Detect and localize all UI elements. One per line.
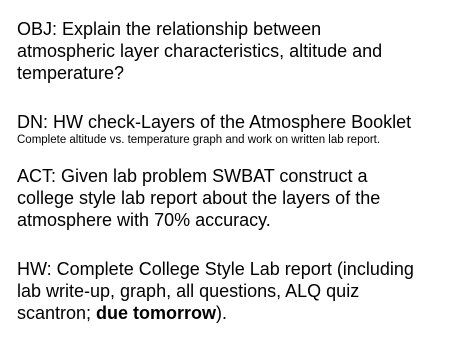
objective-line: atmospheric layer characteristics, altitude and xyxy=(17,41,383,61)
objective-line: temperature? xyxy=(17,63,125,83)
activity-line: atmosphere with 70% accuracy. xyxy=(17,210,271,230)
activity-line: ACT: Given lab problem SWBAT construct a xyxy=(17,166,368,186)
do-now-block xyxy=(17,111,445,148)
objective-line: OBJ: Explain the relationship between xyxy=(17,19,322,39)
activity-line: college style lab report about the layers of the xyxy=(17,188,381,208)
activity-block xyxy=(17,165,445,231)
homework-last-prefix: scantron; xyxy=(17,303,97,323)
do-now-line: DN: HW check-Layers of the Atmosphere Booklet xyxy=(17,112,412,132)
homework-line: lab write-up, graph, all questions, ALQ quiz xyxy=(17,281,360,301)
homework-due-date: due tomorrow xyxy=(96,303,217,323)
do-now-note: Complete altitude vs. temperature graph and work on written lab report. xyxy=(17,134,381,146)
objective-block xyxy=(17,18,445,84)
homework-line: HW: Complete College Style Lab report (including xyxy=(17,259,414,279)
homework-last-suffix: ). xyxy=(216,303,228,323)
homework-last-line xyxy=(17,302,445,324)
homework-block xyxy=(17,258,445,324)
